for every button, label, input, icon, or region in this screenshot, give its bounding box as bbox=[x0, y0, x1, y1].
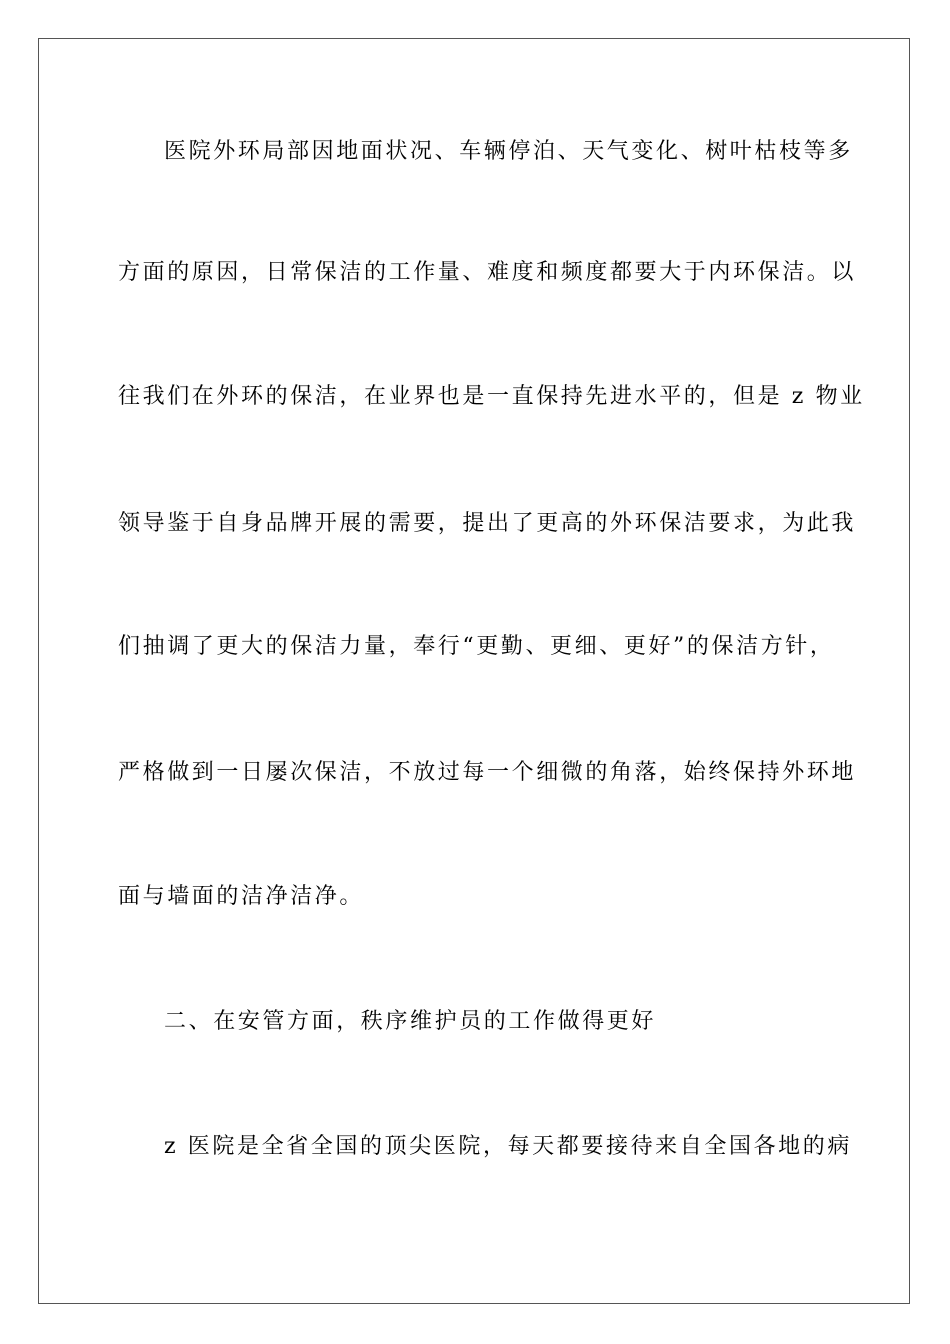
text-line: 方面的原因，日常保洁的工作量、难度和频度都要大于内环保洁。以 bbox=[118, 260, 857, 285]
text-line: 领导鉴于自身品牌开展的需要，提出了更高的外环保洁要求，为此我 bbox=[118, 511, 857, 536]
text-line: 医院外环局部因地面状况、车辆停泊、天气变化、树叶枯枝等多 bbox=[164, 139, 853, 164]
text-line: z 医院是全省全国的顶尖医院，每天都要接待来自全国各地的病 bbox=[164, 1134, 852, 1159]
text-line: 往我们在外环的保洁，在业界也是一直保持先进水平的，但是 z 物业 bbox=[118, 384, 865, 409]
section-heading: 二、在安管方面，秩序维护员的工作做得更好 bbox=[164, 1009, 657, 1034]
text-line: 严格做到一日屡次保洁，不放过每一个细微的角落，始终保持外环地 bbox=[118, 760, 857, 785]
page-border bbox=[38, 38, 910, 1304]
text-line: 们抽调了更大的保洁力量，奉行“更勤、更细、更好”的保洁方针， bbox=[118, 634, 835, 659]
text-line: 面与墙面的洁净洁净。 bbox=[118, 884, 365, 909]
